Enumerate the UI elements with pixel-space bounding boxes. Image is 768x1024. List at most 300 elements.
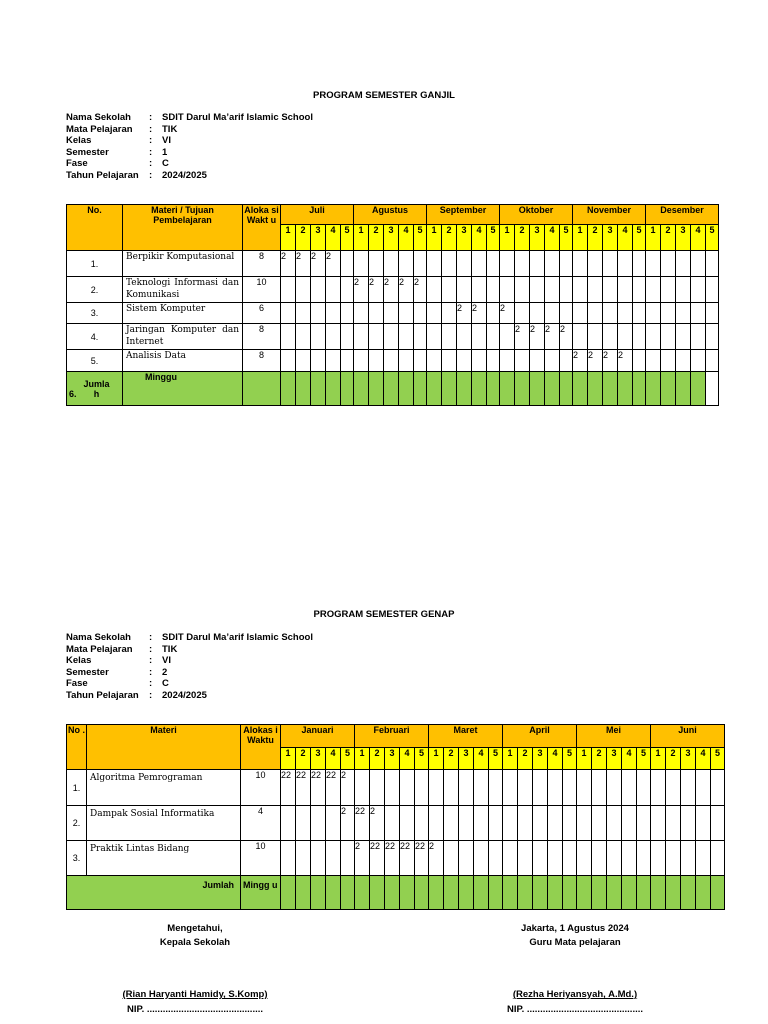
week-cell [577, 770, 592, 806]
week-cell [560, 350, 573, 372]
total-week-cell [489, 876, 503, 910]
info-label: Kelas [66, 135, 92, 146]
week-cell [281, 324, 296, 350]
sig-line2: Guru Mata pelajaran [529, 937, 621, 948]
week-cell [341, 251, 354, 277]
info-label: Mata Pelajaran [66, 643, 133, 655]
week-cell [573, 277, 588, 303]
week-cell [666, 770, 681, 806]
info-label: Mata Pelajaran [66, 123, 133, 135]
week-cell [691, 277, 706, 303]
week-cell: 22 [400, 841, 415, 876]
week-cell [646, 324, 661, 350]
materi-cell: Dampak Sosial Informatika [87, 806, 241, 841]
week-cell [415, 806, 429, 841]
week-number: 5 [563, 748, 577, 770]
week-cell [296, 324, 311, 350]
info-colon: : [149, 655, 153, 666]
week-cell [560, 251, 573, 277]
col-header-alokasi: Alokas i Waktu [241, 725, 281, 770]
info-colon: : [149, 146, 153, 158]
week-cell [354, 303, 369, 324]
week-cell [444, 770, 459, 806]
sig-line1: Jakarta, 1 Agustus 2024 [521, 923, 629, 934]
ganjil-title: PROGRAM SEMESTER GANJIL [313, 90, 455, 101]
signature-left [110, 922, 280, 950]
week-cell [633, 324, 646, 350]
total-week-cell [545, 372, 560, 406]
info-value: 1 [162, 146, 168, 158]
week-number: 3 [681, 748, 696, 770]
info-label: Semester [66, 666, 109, 678]
week-cell [474, 770, 489, 806]
week-cell [603, 277, 618, 303]
week-cell [341, 277, 354, 303]
week-cell [296, 277, 311, 303]
week-cell [637, 841, 651, 876]
week-number: 5 [414, 225, 427, 251]
week-cell: 2 [515, 324, 530, 350]
week-cell [560, 303, 573, 324]
month-header-row [67, 725, 725, 748]
table-row [67, 841, 725, 876]
info-value: TIK [162, 123, 178, 135]
week-number: 4 [326, 748, 341, 770]
week-cell [503, 770, 518, 806]
info-row [66, 158, 313, 170]
total-week-cell [296, 372, 311, 406]
week-cell [281, 350, 296, 372]
week-cell [326, 841, 341, 876]
week-cell [666, 841, 681, 876]
week-cell [503, 806, 518, 841]
info-colon: : [149, 158, 153, 169]
total-week-cell [633, 372, 646, 406]
total-week-cell [399, 372, 414, 406]
week-cell [666, 806, 681, 841]
week-cell [281, 277, 296, 303]
week-cell [618, 303, 633, 324]
week-number: 2 [444, 748, 459, 770]
week-cell [515, 277, 530, 303]
week-cell [442, 324, 457, 350]
info-row [66, 124, 313, 136]
week-number: 2 [666, 748, 681, 770]
week-cell [429, 770, 444, 806]
week-cell [429, 806, 444, 841]
total-week-cell [355, 876, 370, 910]
materi-cell: Sistem Komputer [123, 303, 243, 324]
week-cell: 2 [384, 277, 399, 303]
week-cell [400, 806, 415, 841]
week-cell [646, 251, 661, 277]
week-cell [326, 277, 341, 303]
info-value: VI [162, 135, 171, 146]
week-cell [603, 251, 618, 277]
info-row [66, 690, 313, 702]
week-number: 1 [503, 748, 518, 770]
week-cell [588, 251, 603, 277]
week-cell [633, 251, 646, 277]
week-cell [706, 303, 719, 324]
materi-cell: Algoritma Pemrograman [87, 770, 241, 806]
total-week-cell [588, 372, 603, 406]
week-cell: 2 [588, 350, 603, 372]
week-number: 1 [651, 748, 666, 770]
week-number: 4 [400, 748, 415, 770]
info-value: 2024/2025 [162, 169, 207, 181]
week-cell [515, 303, 530, 324]
week-cell [311, 806, 326, 841]
week-number: 3 [603, 225, 618, 251]
week-cell [369, 350, 384, 372]
week-number: 4 [696, 748, 711, 770]
row-number: 4. [67, 324, 123, 350]
week-cell [459, 841, 474, 876]
week-cell [691, 324, 706, 350]
week-cell [296, 350, 311, 372]
week-cell [711, 841, 725, 876]
total-week-cell [661, 372, 676, 406]
week-number: 1 [281, 225, 296, 251]
week-cell [281, 303, 296, 324]
week-cell [487, 350, 500, 372]
week-number: 5 [633, 225, 646, 251]
week-cell [577, 841, 592, 876]
info-row [66, 147, 313, 159]
week-cell [563, 770, 577, 806]
week-number: 3 [311, 225, 326, 251]
week-cell [326, 350, 341, 372]
week-cell: 2 [618, 350, 633, 372]
week-cell [369, 251, 384, 277]
info-label: Nama Sekolah [66, 112, 131, 123]
table-row [67, 277, 719, 303]
week-cell [711, 770, 725, 806]
week-cell [399, 303, 414, 324]
total-week-cell [563, 876, 577, 910]
week-cell: 2 [560, 324, 573, 350]
week-cell [676, 251, 691, 277]
total-week-cell [341, 876, 355, 910]
total-week-cell [518, 876, 533, 910]
total-week-cell [515, 372, 530, 406]
week-cell: 2 [399, 277, 414, 303]
alokasi-cell: 10 [241, 770, 281, 806]
col-header-alokasi: Aloka si Wakt u [243, 205, 281, 251]
week-cell [500, 324, 515, 350]
week-number: 1 [429, 748, 444, 770]
week-cell [548, 806, 563, 841]
week-number: 1 [355, 748, 370, 770]
total-label: Jumlah [67, 876, 241, 910]
total-week-cell [442, 372, 457, 406]
week-cell [637, 806, 651, 841]
week-cell: 2 [354, 277, 369, 303]
info-colon: : [149, 678, 153, 689]
week-cell [573, 324, 588, 350]
week-cell [545, 277, 560, 303]
week-cell [281, 841, 296, 876]
info-value: SDIT Darul Ma’arif Islamic School [162, 112, 313, 123]
week-cell: 2 [341, 770, 355, 806]
week-cell [442, 277, 457, 303]
week-cell [563, 806, 577, 841]
week-cell [369, 324, 384, 350]
week-number: 1 [427, 225, 442, 251]
total-week-cell [681, 876, 696, 910]
week-number: 1 [646, 225, 661, 251]
info-value: TIK [162, 643, 178, 655]
total-unit: Minggu [123, 372, 243, 406]
teacher-nip: NIP. ............................................ [506, 1004, 644, 1015]
total-week-cell [311, 372, 326, 406]
week-cell [530, 277, 545, 303]
info-colon: : [149, 169, 153, 181]
week-cell [681, 841, 696, 876]
total-week-cell [281, 372, 296, 406]
total-week-cell [369, 372, 384, 406]
week-cell [472, 324, 487, 350]
week-number: 5 [415, 748, 429, 770]
week-cell [545, 350, 560, 372]
info-value: 2024/2025 [162, 689, 207, 701]
week-cell [341, 324, 354, 350]
week-cell [661, 324, 676, 350]
total-week-cell [459, 876, 474, 910]
week-cell [592, 770, 607, 806]
total-week-cell [696, 876, 711, 910]
week-number: 1 [281, 748, 296, 770]
week-cell [311, 277, 326, 303]
week-cell [457, 350, 472, 372]
week-cell: 2 [355, 841, 370, 876]
week-cell [341, 841, 355, 876]
month-header: Agustus [354, 205, 427, 225]
total-week-cell [326, 372, 341, 406]
week-cell [563, 841, 577, 876]
week-cell [399, 324, 414, 350]
total-week-cell [646, 372, 661, 406]
week-number: 2 [661, 225, 676, 251]
week-cell [326, 806, 341, 841]
info-label: Fase [66, 678, 88, 689]
week-cell [706, 350, 719, 372]
week-cell: 22 [355, 806, 370, 841]
info-label: Kelas [66, 655, 92, 666]
week-number: 4 [548, 748, 563, 770]
total-week-cell [533, 876, 548, 910]
week-cell [384, 324, 399, 350]
week-cell [548, 770, 563, 806]
week-cell [399, 350, 414, 372]
week-cell: 22 [296, 770, 311, 806]
total-week-cell [474, 876, 489, 910]
alokasi-cell: 10 [241, 841, 281, 876]
week-number: 2 [296, 225, 311, 251]
week-number: 4 [472, 225, 487, 251]
week-cell [415, 770, 429, 806]
row-number: 3. [67, 303, 123, 324]
week-cell [414, 324, 427, 350]
week-cell [607, 770, 622, 806]
week-cell [545, 251, 560, 277]
week-cell: 22 [415, 841, 429, 876]
week-cell [530, 303, 545, 324]
week-cell [681, 770, 696, 806]
table-row [67, 303, 719, 324]
total-unit: Mingg u [241, 876, 281, 910]
week-cell [354, 350, 369, 372]
week-cell [533, 841, 548, 876]
info-colon: : [149, 112, 153, 123]
genap-title: PROGRAM SEMESTER GENAP [313, 609, 455, 620]
total-week-cell [676, 372, 691, 406]
info-label: Fase [66, 158, 88, 169]
week-cell [651, 806, 666, 841]
week-cell [603, 324, 618, 350]
week-cell [384, 350, 399, 372]
week-cell [592, 841, 607, 876]
week-cell [459, 806, 474, 841]
info-value: SDIT Darul Ma’arif Islamic School [162, 632, 313, 643]
total-week-cell [503, 876, 518, 910]
row-number: 3. [67, 841, 87, 876]
total-week-cell [457, 372, 472, 406]
alokasi-cell: 8 [243, 350, 281, 372]
week-cell [545, 303, 560, 324]
total-alokasi [243, 372, 281, 406]
week-cell [400, 770, 415, 806]
week-cell [711, 806, 725, 841]
info-label: Nama Sekolah [66, 632, 131, 643]
info-row [66, 112, 313, 124]
week-number: 5 [560, 225, 573, 251]
week-cell [661, 277, 676, 303]
info-colon: : [149, 689, 153, 701]
week-cell [533, 806, 548, 841]
week-cell [622, 841, 637, 876]
month-header: Oktober [500, 205, 573, 225]
alokasi-cell: 4 [241, 806, 281, 841]
month-header: November [573, 205, 646, 225]
total-week-cell [414, 372, 427, 406]
total-week-cell [711, 876, 725, 910]
week-number: 3 [530, 225, 545, 251]
week-cell: 2 [296, 251, 311, 277]
total-week-cell [311, 876, 326, 910]
week-cell [354, 251, 369, 277]
table-row [67, 324, 719, 350]
week-cell [457, 251, 472, 277]
info-colon: : [149, 666, 153, 678]
week-cell [444, 841, 459, 876]
week-number: 2 [442, 225, 457, 251]
week-cell: 2 [370, 806, 385, 841]
week-cell [487, 324, 500, 350]
week-cell [518, 770, 533, 806]
alokasi-cell: 6 [243, 303, 281, 324]
week-cell [503, 841, 518, 876]
week-cell [500, 277, 515, 303]
week-number: 3 [457, 225, 472, 251]
week-cell [442, 251, 457, 277]
total-week-cell [622, 876, 637, 910]
week-cell [385, 770, 400, 806]
info-row [66, 678, 313, 690]
week-cell [311, 350, 326, 372]
week-number: 4 [326, 225, 341, 251]
week-cell [472, 350, 487, 372]
week-cell [706, 277, 719, 303]
week-number: 2 [370, 748, 385, 770]
week-number: 5 [341, 225, 354, 251]
week-cell [676, 350, 691, 372]
week-cell: 2 [573, 350, 588, 372]
week-cell [296, 806, 311, 841]
week-cell [518, 841, 533, 876]
month-header-row [67, 205, 719, 225]
week-cell: 2 [457, 303, 472, 324]
week-number: 4 [691, 225, 706, 251]
week-cell [341, 350, 354, 372]
table-row [67, 770, 725, 806]
week-number: 3 [533, 748, 548, 770]
week-number: 4 [399, 225, 414, 251]
week-cell [489, 806, 503, 841]
week-cell: 2 [545, 324, 560, 350]
week-cell [311, 841, 326, 876]
month-header: April [503, 725, 577, 748]
week-cell [341, 303, 354, 324]
week-cell [369, 303, 384, 324]
week-cell [311, 324, 326, 350]
total-week-cell [603, 372, 618, 406]
week-number: 2 [296, 748, 311, 770]
week-cell: 2 [311, 251, 326, 277]
alokasi-cell: 10 [243, 277, 281, 303]
week-cell [487, 251, 500, 277]
week-number: 3 [385, 748, 400, 770]
week-cell [618, 251, 633, 277]
week-cell: 2 [472, 303, 487, 324]
week-number: 5 [489, 748, 503, 770]
sig-line2: Kepala Sekolah [159, 937, 231, 948]
info-row [66, 667, 313, 679]
week-cell: 2 [341, 806, 355, 841]
week-cell: 2 [326, 251, 341, 277]
total-week-cell [487, 372, 500, 406]
total-week-cell [577, 876, 592, 910]
week-cell [384, 303, 399, 324]
week-cell [385, 806, 400, 841]
total-week-cell [385, 876, 400, 910]
week-number: 3 [384, 225, 399, 251]
week-cell [515, 251, 530, 277]
total-week-cell [296, 876, 311, 910]
week-cell [646, 303, 661, 324]
week-cell [573, 303, 588, 324]
week-number: 3 [607, 748, 622, 770]
week-cell [457, 277, 472, 303]
total-week-cell [706, 372, 719, 406]
week-cell [622, 806, 637, 841]
week-cell [633, 303, 646, 324]
total-week-cell [326, 876, 341, 910]
week-number: 2 [518, 748, 533, 770]
week-cell [427, 251, 442, 277]
info-row [66, 655, 313, 667]
